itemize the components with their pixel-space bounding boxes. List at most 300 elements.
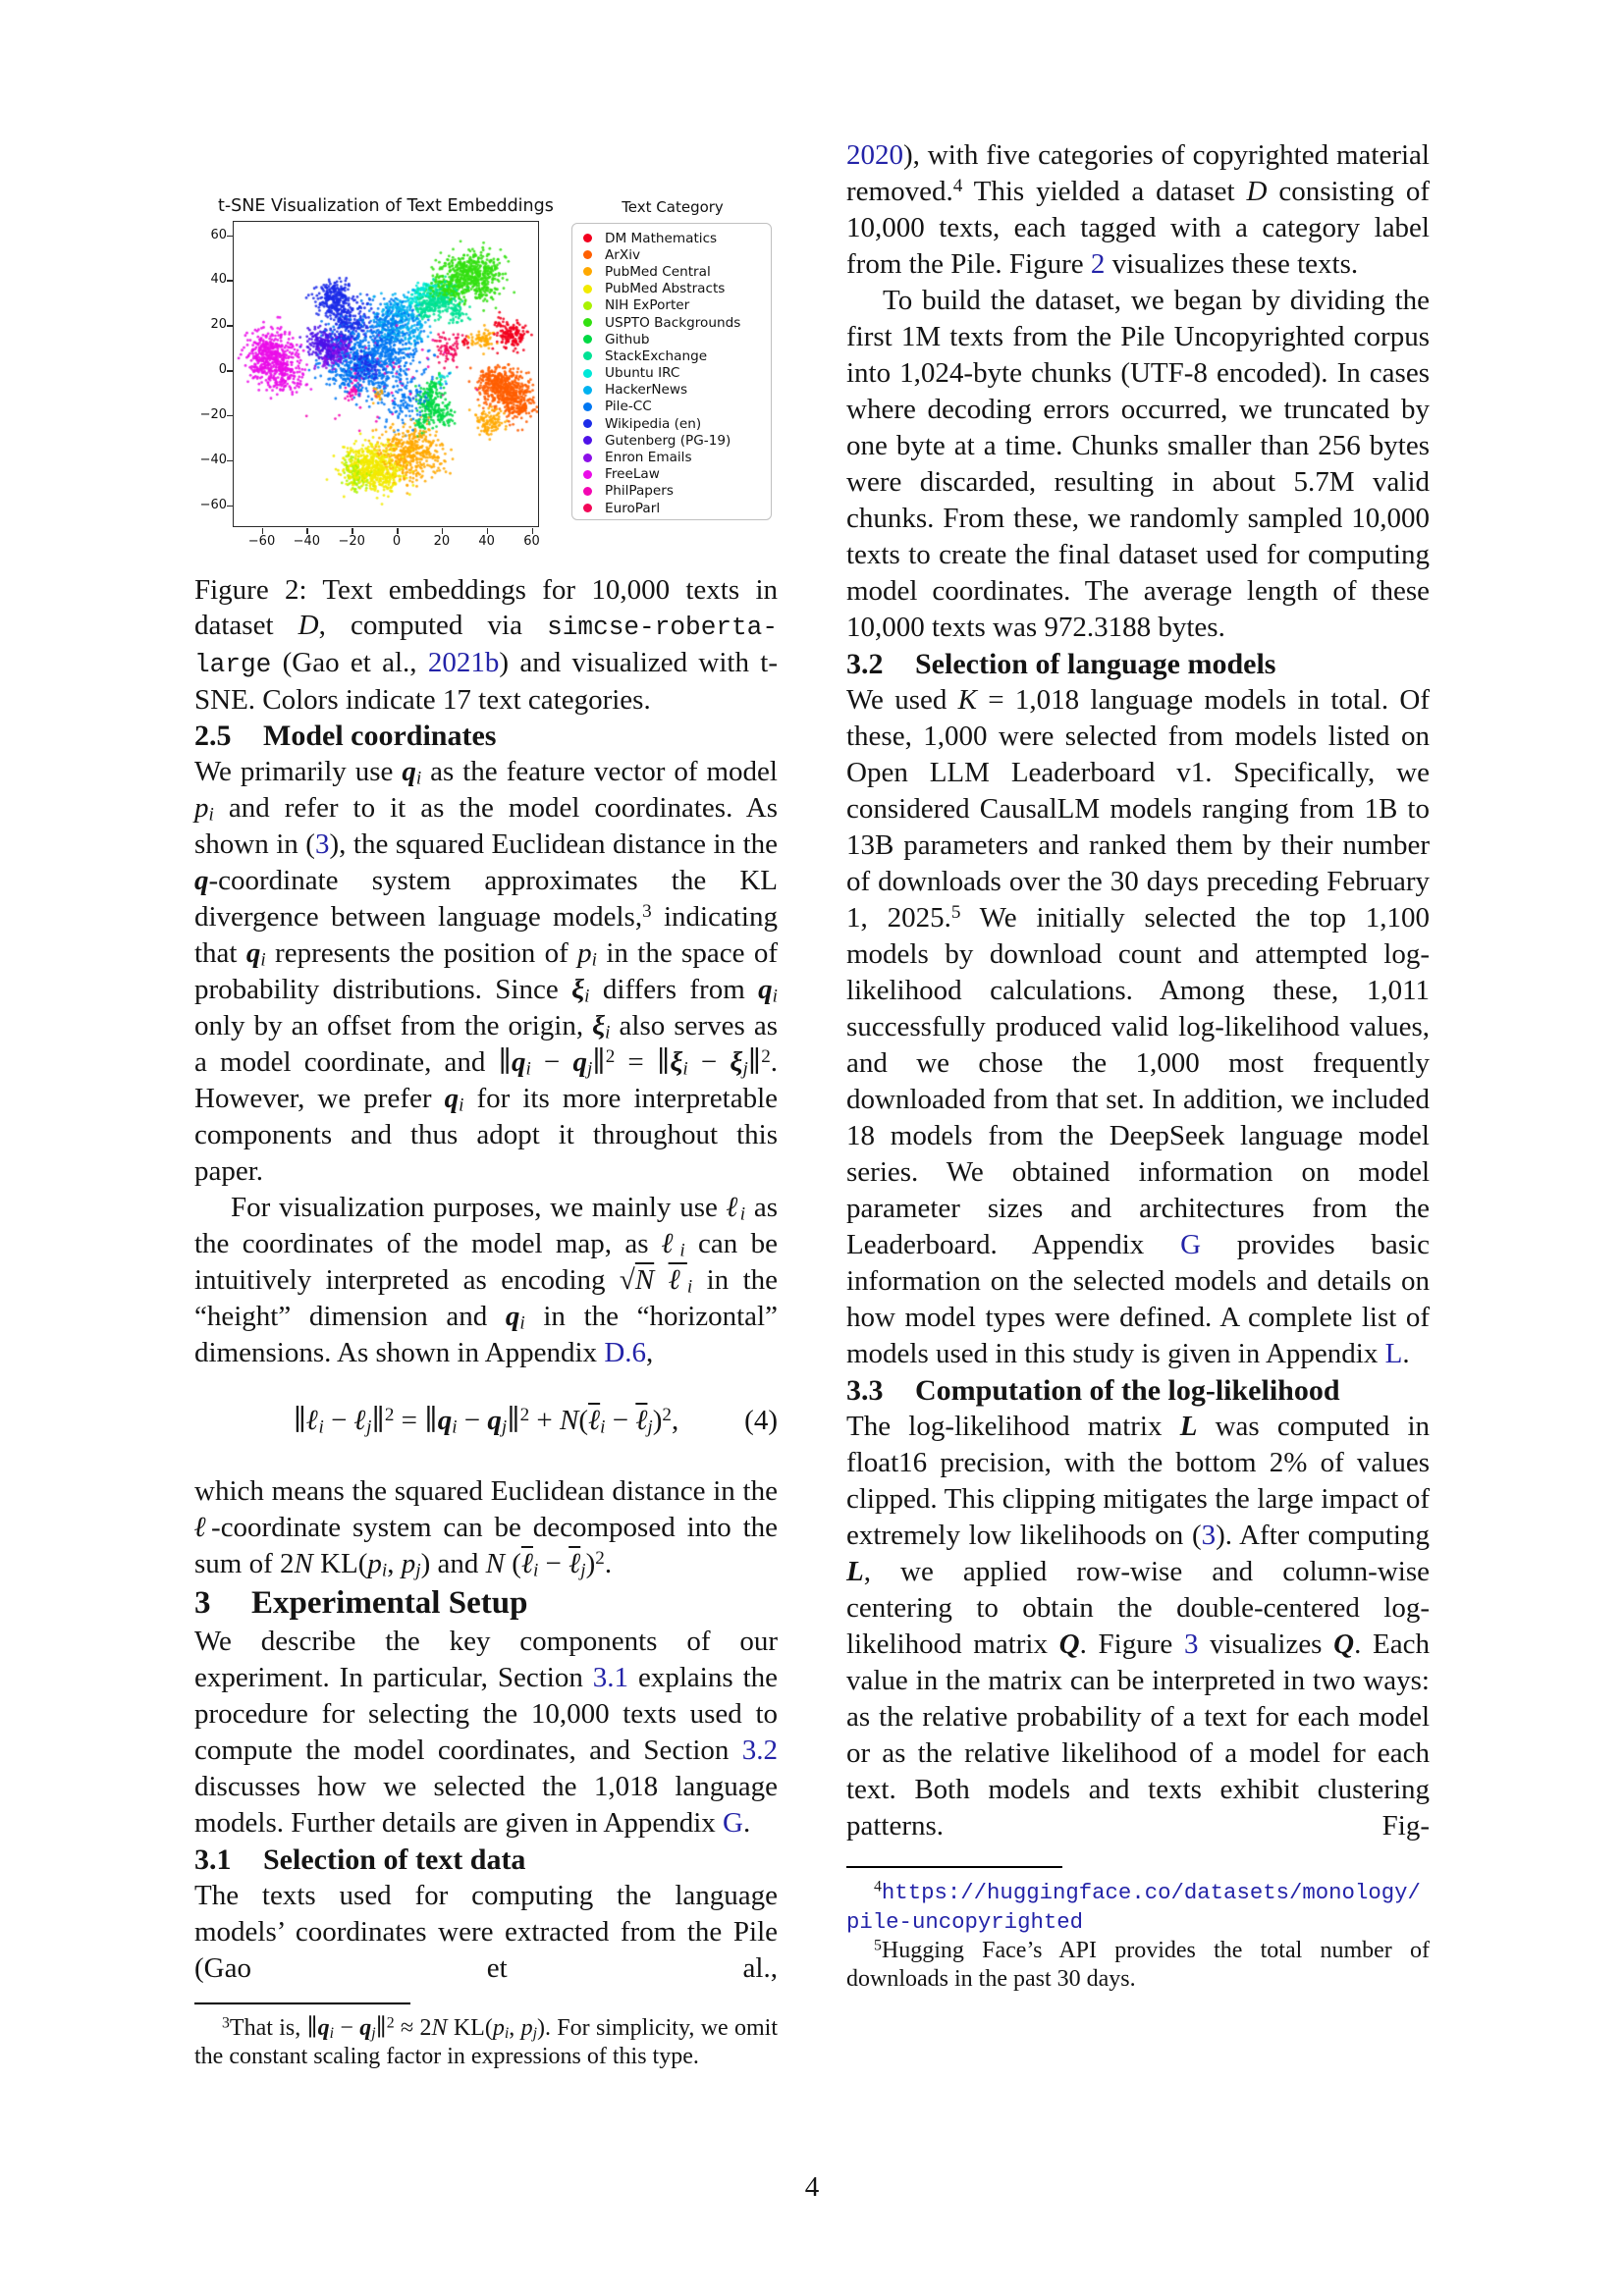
right-column [846,137,1430,1994]
text-run: j [532,2024,537,2042]
text-run: √ [619,1264,635,1296]
x-tick-label: −60 [247,534,276,549]
text-run: . [742,1807,751,1839]
text-run: q [437,1405,453,1436]
section-title: Selection of text data [263,1843,526,1876]
paragraph [846,137,1430,283]
legend-label: Enron Emails [605,450,692,466]
footnote-marker: 2 [384,1404,395,1425]
text-run: j [501,1416,508,1438]
text-run: ℓ [194,1512,212,1543]
text-run: j [371,2024,376,2042]
code-span: simcse-roberta-large [194,613,778,679]
text-run: D [1246,176,1268,207]
section-title: Computation of the log-likelihood [915,1374,1340,1407]
legend-dot-icon [583,436,592,445]
tick-mark [397,528,399,534]
text-run: i [452,1416,458,1438]
text-run: also serves as a model coordinate, and ∥ [194,1010,779,1078]
text-run: − [334,2015,360,2041]
section-number: 3.1 [194,1843,232,1876]
tick-mark [227,325,233,327]
text-run: q [359,2015,372,2041]
text-run: ∥ [375,2015,387,2041]
text-run: ∥ [592,1046,606,1078]
legend-item [572,432,771,449]
text-run: For visualization purposes, we mainly use [231,1192,727,1223]
tick-mark [262,528,264,534]
text-run: ξ [592,1010,606,1041]
legend-dot-icon [583,470,592,479]
legend-dot-icon [583,267,592,276]
text-run: We initially selected the top 1,100 models by download count and attempted log-likelihood calculations. Among these, 1,011 successfully produced valid log-likelihood values, and we chose the 1,000 most frequently downloaded from that set. In addition, we included 18 models from the DeepSeek language model series. We obtained information on model parameter sizes and architectures from the Leaderboard. Appendix [846,902,1431,1260]
legend-dot-icon [583,386,592,395]
text-run: visualizes [1198,1629,1334,1660]
citation-link[interactable]: D.6 [604,1337,647,1368]
text-run: ℓ [668,1264,687,1296]
footnote-marker: 2 [605,1045,616,1067]
text-run: N [634,1264,655,1296]
text-run: The log-likelihood matrix [846,1411,1180,1442]
footnote-marker: 2 [761,1045,771,1067]
citation-link[interactable]: 2021b [427,647,500,678]
section-title: Selection of language models [915,648,1276,680]
legend-dot-icon [583,234,592,242]
footnote-4 [846,1878,1430,1937]
text-run: ∥ [507,1405,520,1436]
tick-mark [227,280,233,282]
text-run: . Figure [1079,1629,1184,1660]
text-run: i [415,768,422,789]
text-run: ), the squared Euclidean distance in the [329,828,778,860]
legend-label: ArXiv [605,246,641,263]
text-run: ) and visualized with t-SNE. Colors indicate 17 text categories. [194,647,778,716]
text-run: p [401,1548,416,1579]
text-run: − [530,1046,573,1078]
legend-dot-icon [583,454,592,462]
citation-link[interactable]: 3.1 [592,1662,629,1693]
text-run: ) [652,1405,663,1436]
legend-item [572,466,771,483]
text-run: i [519,1312,525,1334]
footnote-rule [194,2002,410,2004]
text-run: q [511,1046,526,1078]
y-tick-label: −60 [199,497,227,512]
citation-link[interactable]: 2 [1090,248,1106,280]
text-run: − [605,1405,636,1436]
x-tick-label: −40 [293,534,321,549]
tick-mark [227,236,233,238]
text-run: i [686,1276,693,1298]
section-number: 3 [194,1585,211,1621]
paragraph [194,1473,778,1582]
text-run: N [560,1405,579,1436]
footnote-marker: 3 [642,900,652,922]
text-run: i [591,949,597,971]
text-run: -coordinate system can be decomposed into the sum of 2 [194,1512,779,1579]
text-run: q [194,865,209,896]
text-run: ℓ [520,1548,533,1579]
text-run: i [584,986,590,1007]
text-run: . [1402,1338,1410,1369]
text-run: differs from [589,974,759,1005]
equation-body [294,1405,678,1436]
legend-item [572,246,771,263]
text-run: i [682,1058,688,1080]
y-tick-label: 0 [218,362,227,378]
text-run: q [317,2015,330,2041]
paragraph [194,1878,778,1987]
text-run: , we applied row-wise and column-wise centering to obtain the double-centered log-likelihood matrix [846,1556,1430,1660]
legend-label: USPTO Backgrounds [605,314,741,331]
footnote-marker: 4 [874,1878,882,1896]
legend-dot-icon [583,318,592,327]
footnote-marker: 2 [386,2014,395,2032]
text-run: j [647,1416,653,1438]
citation-link[interactable]: L [1384,1338,1403,1369]
text-run: -coordinate system approximates the KL divergence between language models, [194,865,778,933]
text-run: We describe the key components of our experiment. In particular, Section [194,1626,778,1693]
legend-title: Text Category [622,198,724,216]
footnote-marker: 5 [950,901,961,923]
text-run: in the “horizontal” dimensions. As shown in Appendix [194,1301,778,1368]
text-run: − [687,1046,731,1078]
tick-mark [306,528,308,534]
footnote-marker: 4 [952,175,963,196]
footnote-marker: 2 [595,1547,605,1569]
text-run: explains the procedure for selecting the 10,000 texts used to compute the model coordinates, and Section [194,1662,778,1766]
tick-mark [227,370,233,372]
text-run: We primarily use [194,756,403,787]
text-run: i [525,1058,531,1080]
section-heading-3-2 [846,646,1430,682]
text-run: L [846,1556,864,1587]
text-run: ξ [571,974,585,1005]
text-run: N [485,1548,505,1579]
citation-link[interactable]: 3.2 [741,1735,778,1766]
text-run: p [194,792,209,824]
equation-4 [194,1401,778,1440]
text-run: i [679,1240,685,1261]
x-tick-label: 20 [433,534,451,549]
text-run: visualizes these texts. [1105,248,1359,280]
footnote-marker: 3 [222,2014,230,2032]
legend-item [572,382,771,399]
text-run: q [572,1046,587,1078]
text-run: i [504,2024,510,2042]
text-run: i [772,986,778,1007]
x-tick-label: −20 [338,534,365,549]
legend-item [572,449,771,465]
text-run: To build the dataset, we began by dividing the first 1M texts from the Pile Uncopyrighted corpus into 1,024-byte chunks (UTF-8 encoded). In cases where decoding errors occurred, we truncated by one byte at a time. Chunks smaller than 256 bytes were discarded, resulting in about 5.7M valid chunks. From these, we randomly sampled 10,000 texts to create the final dataset used for computing model coordinates. The average length of these 10,000 texts was 972.3188 bytes. [846,285,1430,643]
legend-dot-icon [583,335,592,344]
legend-label: PubMed Central [605,263,711,280]
text-run: = 1,018 language models in total. Of these, 1,000 were selected from models listed on Open LLM Leaderboard v1. Specifically, we considered CausalLM models ranging from 1B to 13B parameters and ranked them by their number of downloads over the 30 days preceding February 1, 2025. [846,684,1431,934]
text-run [654,1264,668,1296]
text-run: ℓ [661,1228,680,1259]
tick-mark [227,460,233,462]
legend-label: NIH ExPorter [605,297,690,314]
text-run: ≈ 2 [394,2015,432,2041]
section-number: 3.3 [846,1374,884,1407]
tick-mark [442,528,444,534]
text-run: , [509,2015,521,2041]
citation-link[interactable]: pile-uncopyrighted [846,1909,1084,1935]
text-run: q [245,937,261,969]
text-run: , computed via [318,610,548,641]
text-run: ) [585,1548,596,1579]
text-run: D [298,610,319,641]
text-run: j [742,1058,748,1080]
footnote-5 [846,1937,1430,1994]
x-tick-label: 60 [523,534,540,549]
y-tick-label: 60 [210,227,227,242]
legend-item [572,347,771,364]
text-run: j [580,1560,586,1581]
footnote-rule [846,1866,1062,1868]
text-run: ℓ [568,1548,581,1579]
text-run: ) and [420,1548,486,1579]
legend-dot-icon [583,285,592,294]
text-run: Q [1333,1629,1355,1660]
text-run: We used [846,684,958,716]
footnote-block [846,1866,1430,1994]
text-run: ℓ [353,1405,367,1436]
text-run: and refer to it as the model coordinates. As shown in ( [194,792,778,860]
text-run: i [260,949,266,971]
legend-dot-icon [583,369,592,378]
citation-link[interactable]: 3 [1183,1629,1199,1660]
tsne-scatter-canvas [233,221,539,527]
text-run: i [459,1095,464,1116]
text-run: Figure 2: Text embeddings for 10,000 texts in dataset [194,574,778,641]
text-run: q [402,756,416,787]
text-run: . Each value in the matrix can be interpreted in two ways: as the relative probability of a text for each model or as the relative likelihood of a model for each text. Both models and texts exhibit clustering patterns. Fig- [846,1629,1430,1842]
legend-dot-icon [583,301,592,310]
tick-mark [227,506,233,507]
citation-link[interactable]: https://huggingface.co/datasets/monology/ [881,1880,1421,1905]
x-tick-label: 40 [478,534,495,549]
text-run: i [532,1560,539,1581]
y-tick-label: 20 [210,317,227,333]
text-run: was computed in float16 precision, with the bottom 2% of values clipped. This clipping mitigates the large impact of extremely low likelihoods on ( [846,1411,1430,1551]
footnote-3 [194,2014,778,2071]
text-run: i [739,1203,746,1225]
legend-dot-icon [583,250,592,259]
legend-label: Github [605,331,650,347]
text-run: in the space of probability distributions. Since [194,937,778,1005]
text-run: KL( [312,1548,368,1579]
text-run: q [505,1301,520,1332]
text-run: ∥ [293,1405,307,1436]
legend-label: Ubuntu IRC [605,365,680,382]
text-run: in the “height” dimension and [194,1264,778,1332]
text-run: ). After computing [1216,1520,1430,1551]
text-run: . However, we prefer [194,1046,778,1114]
figure-caption [194,572,778,718]
text-run: Q [1058,1629,1080,1660]
text-run: p [520,2015,533,2041]
text-run: This yielded a dataset [962,176,1247,207]
legend-dot-icon [583,402,592,411]
citation-link[interactable]: 2020 [846,139,903,171]
legend-label: FreeLaw [605,466,660,483]
text-run: The texts used for computing the language models’ coordinates were extracted from the Pile (Gao et al., [194,1880,778,1984]
text-run: N [431,2015,448,2041]
paragraph [194,1624,778,1842]
text-run: − [538,1548,569,1579]
legend-label: StackExchange [605,347,708,364]
text-run: q [758,974,773,1005]
section-title: Experimental Setup [251,1585,528,1621]
text-run: p [577,937,592,969]
section-heading-3 [194,1582,778,1624]
text-run: Hugging Face’s API provides the total number of downloads in the past 30 days. [846,1938,1430,1992]
legend-label: Wikipedia (en) [605,415,702,432]
citation-link[interactable]: G [1180,1229,1202,1260]
text-run: ℓ [588,1405,601,1436]
legend-label: PubMed Abstracts [605,281,726,297]
text-run: i [600,1416,606,1438]
legend-label: HackerNews [605,382,688,399]
legend-label: PhilPapers [605,483,674,500]
legend [571,223,772,520]
text-run: , [387,1548,402,1579]
legend-dot-icon [583,351,592,360]
tick-mark [487,528,489,534]
text-run: ℓ [635,1405,648,1436]
text-run: q [444,1083,460,1114]
y-tick-label: −40 [199,452,227,467]
section-heading-2-5 [194,718,778,754]
text-run: p [492,2015,505,2041]
text-run: i [318,1416,324,1438]
legend-item [572,297,771,314]
text-run: ), with five categories of copyrighted material removed. [846,139,1430,207]
left-column [194,137,778,2071]
footnote-marker: 5 [874,1937,882,1954]
page-number: 4 [804,2171,820,2203]
text-run: − [457,1405,488,1436]
y-tick-label: −20 [199,406,227,422]
section-heading-3-3 [846,1372,1430,1409]
text-run: q [487,1405,502,1436]
text-run: ∥ [747,1046,762,1078]
text-run: + [529,1405,561,1436]
text-run: discusses how we selected the 1,018 language models. Further details are given in Appendix [194,1771,778,1839]
legend-item [572,415,771,432]
legend-item [572,399,771,415]
tick-mark [532,528,534,534]
text-run: i [208,804,214,826]
legend-label: Pile-CC [605,399,652,415]
tick-mark [227,415,233,417]
text-run: ). For simplicity, we omit the constant scaling factor in expressions of this type. [194,2015,779,2069]
text-run: (Gao et al., [271,647,428,678]
text-run: which means the squared Euclidean distance in the [194,1475,778,1507]
figure-2 [194,137,778,572]
text-run: j [366,1416,372,1438]
section-heading-3-1 [194,1842,778,1878]
paragraph [194,754,778,1190]
text-run: provides basic information on the selected models and details on how model types were defined. A complete list of models used in this study is given in Appendix [846,1229,1430,1369]
text-run: for its more interpretable components and thus adopt it throughout this paper. [194,1083,778,1187]
legend-dot-icon [583,504,592,512]
y-tick-label: 40 [210,272,227,288]
text-run: L [1179,1411,1198,1442]
footnote-block [194,2002,778,2071]
text-run: i [329,2024,335,2042]
text-run: p [367,1548,382,1579]
text-run: ξ [670,1046,683,1078]
section-number: 3.2 [846,648,884,680]
text-run: i [605,1022,611,1043]
legend-item [572,483,771,500]
paragraph [846,1409,1430,1844]
text-run: consisting of 10,000 texts, each tagged with a category label from the Pile. Figure [846,176,1430,280]
citation-link[interactable]: 3 [1201,1520,1217,1551]
text-run: ℓ [306,1405,319,1436]
text-run: N [294,1548,313,1579]
footnote-marker: 2 [662,1404,672,1425]
legend-item [572,230,771,246]
text-run: represents the position of [265,937,578,969]
paragraph [846,682,1430,1372]
text-run: j [586,1058,593,1080]
text-run: , [671,1405,679,1436]
text-run: , [646,1337,654,1368]
text-run: i [381,1560,388,1581]
text-run: ( [578,1405,589,1436]
legend-item [572,281,771,297]
legend-item [572,500,771,516]
legend-dot-icon [583,419,592,428]
text-run: KL( [447,2015,493,2041]
text-run: ( [504,1548,521,1579]
text-run: ℓ [726,1192,740,1223]
text-run: K [957,684,977,716]
text-run: j [415,1560,421,1581]
text-run: only by an offset from the origin, [194,1010,593,1041]
footnote-marker: 2 [519,1404,530,1425]
x-tick-label: 0 [392,534,402,549]
text-run: ∥ [371,1405,385,1436]
legend-label: DM Mathematics [605,230,718,246]
text-run: ξ [730,1046,743,1078]
citation-link[interactable]: G [723,1807,743,1839]
text-run: = ∥ [615,1046,671,1078]
text-run: indicating that [194,901,778,969]
legend-label: EuroParl [605,500,661,516]
figure-title: t-SNE Visualization of Text Embeddings [218,196,554,216]
paragraph [194,1190,778,1371]
text-run: as the feature vector of model [421,756,778,787]
text-run: − [323,1405,354,1436]
text-run: as the coordinates of the model map, as [194,1192,779,1259]
legend-dot-icon [583,487,592,496]
legend-item [572,365,771,382]
text-run: = ∥ [394,1405,438,1436]
section-title: Model coordinates [263,720,497,752]
legend-label: Gutenberg (PG-19) [605,432,731,449]
section-number: 2.5 [194,720,232,752]
equation-number: (4) [744,1405,778,1436]
text-run: . [604,1548,613,1579]
text-run: can be intuitively interpreted as encoding [194,1228,778,1296]
citation-link[interactable]: 3 [314,828,330,860]
legend-item [572,314,771,331]
text-run: That is, ∥ [229,2015,318,2041]
